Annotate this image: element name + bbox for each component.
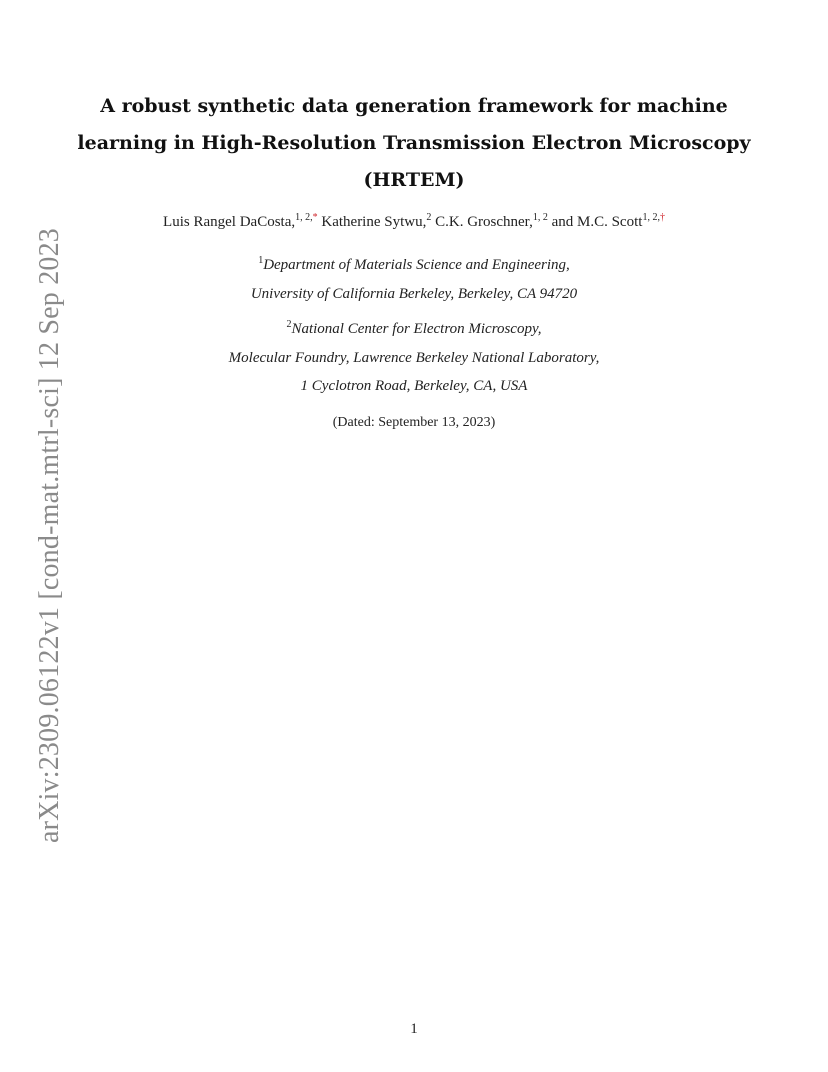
- affiliation-number: 2: [286, 319, 292, 330]
- affiliation-line: $^2$National Center for Electron Microscopy,: [286, 319, 542, 337]
- arxiv-identifier-stamp: arXiv:2309.06122v1 [cond-mat.mtrl-sci] 12 Sep 2023: [34, 227, 65, 843]
- author-name: M.C. Scott: [577, 214, 643, 230]
- page-number: 1: [410, 1021, 418, 1037]
- title-line: A robust synthetic data generation framework for machine: [100, 95, 728, 117]
- affiliation-line: 1 Cyclotron Road, Berkeley, CA, USA: [300, 378, 528, 394]
- author-affiliation-mark: 1, 2: [532, 212, 548, 223]
- author-affiliation-mark: 1, 2,†: [642, 212, 665, 223]
- author-affiliation-mark: 1, 2,*: [295, 212, 318, 223]
- affiliation-1: [0, 251, 828, 308]
- author-name: Katherine Sytwu,: [321, 214, 427, 230]
- corresponding-author-link[interactable]: *: [312, 212, 318, 223]
- affiliation-number: 1: [258, 255, 264, 266]
- affiliation-line: Molecular Foundry, Lawrence Berkeley National Laboratory,: [228, 349, 600, 366]
- author-affiliation-mark: 2: [426, 212, 432, 223]
- author-name: Luis Rangel DaCosta,: [163, 214, 296, 230]
- author-name: C.K. Groschner,: [435, 214, 533, 230]
- affiliation-line: University of California Berkeley, Berkeley, CA 94720: [250, 285, 578, 302]
- title-line: learning in High-Resolution Transmission Electron Microscopy: [77, 132, 751, 154]
- date-line: (Dated: September 13, 2023): [332, 415, 496, 430]
- title-line: (HRTEM): [363, 169, 465, 191]
- author-connector: and: [551, 214, 574, 230]
- footnote-dagger-link[interactable]: †: [659, 212, 665, 223]
- paper-title: [0, 88, 828, 199]
- author-list: [0, 212, 828, 232]
- affiliation-2: [0, 315, 828, 401]
- affiliation-line: $^1$Department of Materials Science and Engineering,: [258, 255, 570, 273]
